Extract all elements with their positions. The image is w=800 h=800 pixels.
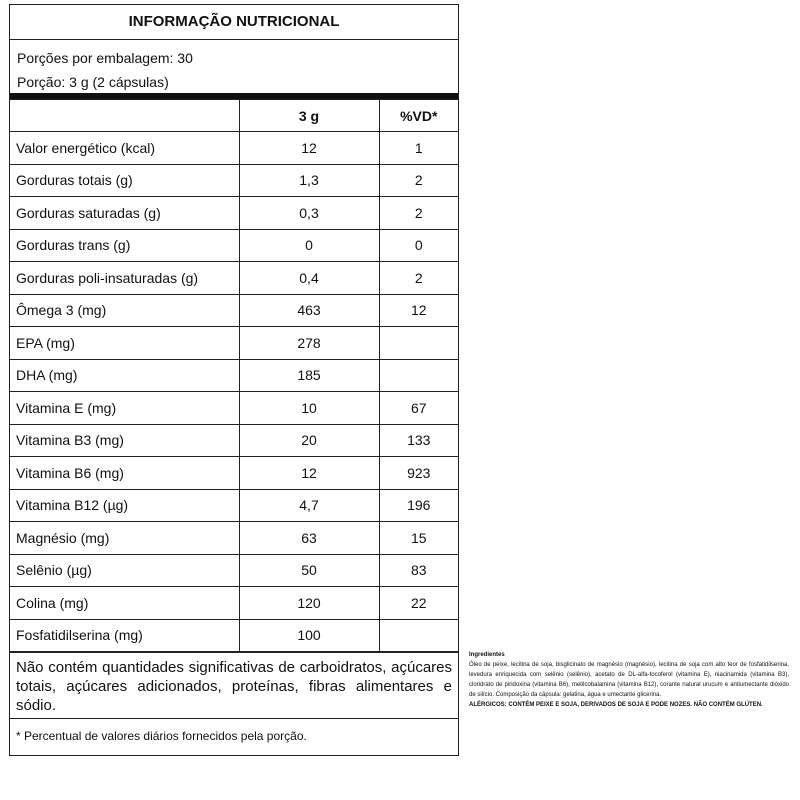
table-row xyxy=(10,457,458,490)
nutrient-name: EPA (mg) xyxy=(10,327,239,360)
nutrient-amount: 1,3 xyxy=(239,164,379,197)
nutrient-amount: 100 xyxy=(239,619,379,652)
ingredients-text: Óleo de peixe, lecitina de soja, bisglicinato de magnésio (magnésio), lecitina de soja com alto teor de fosfatidilserina, levedura enriquecida com selênio (selênio), acetato de DL-alfa-tocoferol (vitamina E), niacinamida (vitamina B3), cloridrato de piridoxina (vitamina B6), metilcobalamina (vitamina B12), corante natural urucum e antiumectante dióxido de silício. Composição da cápsula: gelatina, água e umectante glicerina. xyxy=(469,662,789,698)
table-row xyxy=(10,489,458,522)
nutrient-dv: 2 xyxy=(379,197,458,230)
nutrient-name: Ômega 3 (mg) xyxy=(10,294,239,327)
nutrient-dv: 12 xyxy=(379,294,458,327)
nutrient-dv: 1 xyxy=(379,132,458,165)
table-row xyxy=(10,619,458,652)
nutrient-dv: 196 xyxy=(379,489,458,522)
nutrient-name: Gorduras trans (g) xyxy=(10,229,239,262)
nutrient-name: Fosfatidilserina (mg) xyxy=(10,619,239,652)
nutrient-dv: 0 xyxy=(379,229,458,262)
nutrient-amount: 12 xyxy=(239,457,379,490)
table-row xyxy=(10,132,458,165)
nutrient-amount: 120 xyxy=(239,587,379,620)
nutrient-amount: 12 xyxy=(239,132,379,165)
table-row xyxy=(10,359,458,392)
nutrient-dv: 15 xyxy=(379,522,458,555)
table-header-row xyxy=(10,100,458,132)
nutrient-name: Vitamina B6 (mg) xyxy=(10,457,239,490)
table-row xyxy=(10,587,458,620)
nutrient-name: Vitamina B12 (µg) xyxy=(10,489,239,522)
ingredients-heading: Ingredientes xyxy=(469,652,505,658)
nutrient-dv xyxy=(379,327,458,360)
header-name-cell xyxy=(10,100,239,132)
table-row xyxy=(10,262,458,295)
nutrient-amount: 278 xyxy=(239,327,379,360)
nutrient-dv: 22 xyxy=(379,587,458,620)
nutrient-dv: 923 xyxy=(379,457,458,490)
nutrient-name: Gorduras totais (g) xyxy=(10,164,239,197)
header-amount-cell: 3 g xyxy=(239,100,379,132)
ingredients-block xyxy=(469,650,789,710)
nutrition-table xyxy=(10,99,458,652)
serving-size: Porção: 3 g (2 cápsulas) xyxy=(17,74,169,90)
nutrient-name: DHA (mg) xyxy=(10,359,239,392)
nutrition-facts-panel xyxy=(9,4,459,756)
nutrient-amount: 63 xyxy=(239,522,379,555)
serving-info xyxy=(10,40,458,93)
nutrient-amount: 185 xyxy=(239,359,379,392)
nutrient-name: Selênio (µg) xyxy=(10,554,239,587)
nutrient-amount: 463 xyxy=(239,294,379,327)
nutrient-amount: 0,4 xyxy=(239,262,379,295)
nutrient-dv: 83 xyxy=(379,554,458,587)
nutrient-amount: 4,7 xyxy=(239,489,379,522)
header-dv-cell: %VD* xyxy=(379,100,458,132)
daily-value-footnote: * Percentual de valores diários fornecidos pela porção. xyxy=(10,718,458,753)
table-row xyxy=(10,164,458,197)
table-row xyxy=(10,294,458,327)
nutrient-dv xyxy=(379,359,458,392)
table-row xyxy=(10,327,458,360)
table-row xyxy=(10,522,458,555)
nutrient-name: Valor energético (kcal) xyxy=(10,132,239,165)
table-row xyxy=(10,554,458,587)
table-row xyxy=(10,424,458,457)
nutrient-name: Colina (mg) xyxy=(10,587,239,620)
nutrient-dv: 2 xyxy=(379,164,458,197)
servings-per-package: Porções por embalagem: 30 xyxy=(17,50,193,66)
table-row xyxy=(10,392,458,425)
nutrient-name: Magnésio (mg) xyxy=(10,522,239,555)
nutrient-name: Gorduras poli-insaturadas (g) xyxy=(10,262,239,295)
nutrient-amount: 10 xyxy=(239,392,379,425)
not-significant-note: Não contém quantidades significativas de carboidratos, açúcares totais, açúcares adicionados, proteínas, fibras alimentares e sódio. xyxy=(10,652,458,718)
nutrient-amount: 0 xyxy=(239,229,379,262)
nutrient-name: Gorduras saturadas (g) xyxy=(10,197,239,230)
nutrient-amount: 20 xyxy=(239,424,379,457)
panel-title: INFORMAÇÃO NUTRICIONAL xyxy=(10,5,458,40)
nutrient-dv: 2 xyxy=(379,262,458,295)
nutrient-dv: 133 xyxy=(379,424,458,457)
nutrient-dv: 67 xyxy=(379,392,458,425)
nutrient-dv xyxy=(379,619,458,652)
table-row xyxy=(10,197,458,230)
nutrient-amount: 50 xyxy=(239,554,379,587)
nutrient-name: Vitamina E (mg) xyxy=(10,392,239,425)
nutrient-amount: 0,3 xyxy=(239,197,379,230)
allergens-text: ALÉRGICOS: CONTÉM PEIXE E SOJA, DERIVADOS DE SOJA E PODE NOZES. NÃO CONTÉM GLÚTEN. xyxy=(469,702,763,708)
nutrient-name: Vitamina B3 (mg) xyxy=(10,424,239,457)
table-row xyxy=(10,229,458,262)
